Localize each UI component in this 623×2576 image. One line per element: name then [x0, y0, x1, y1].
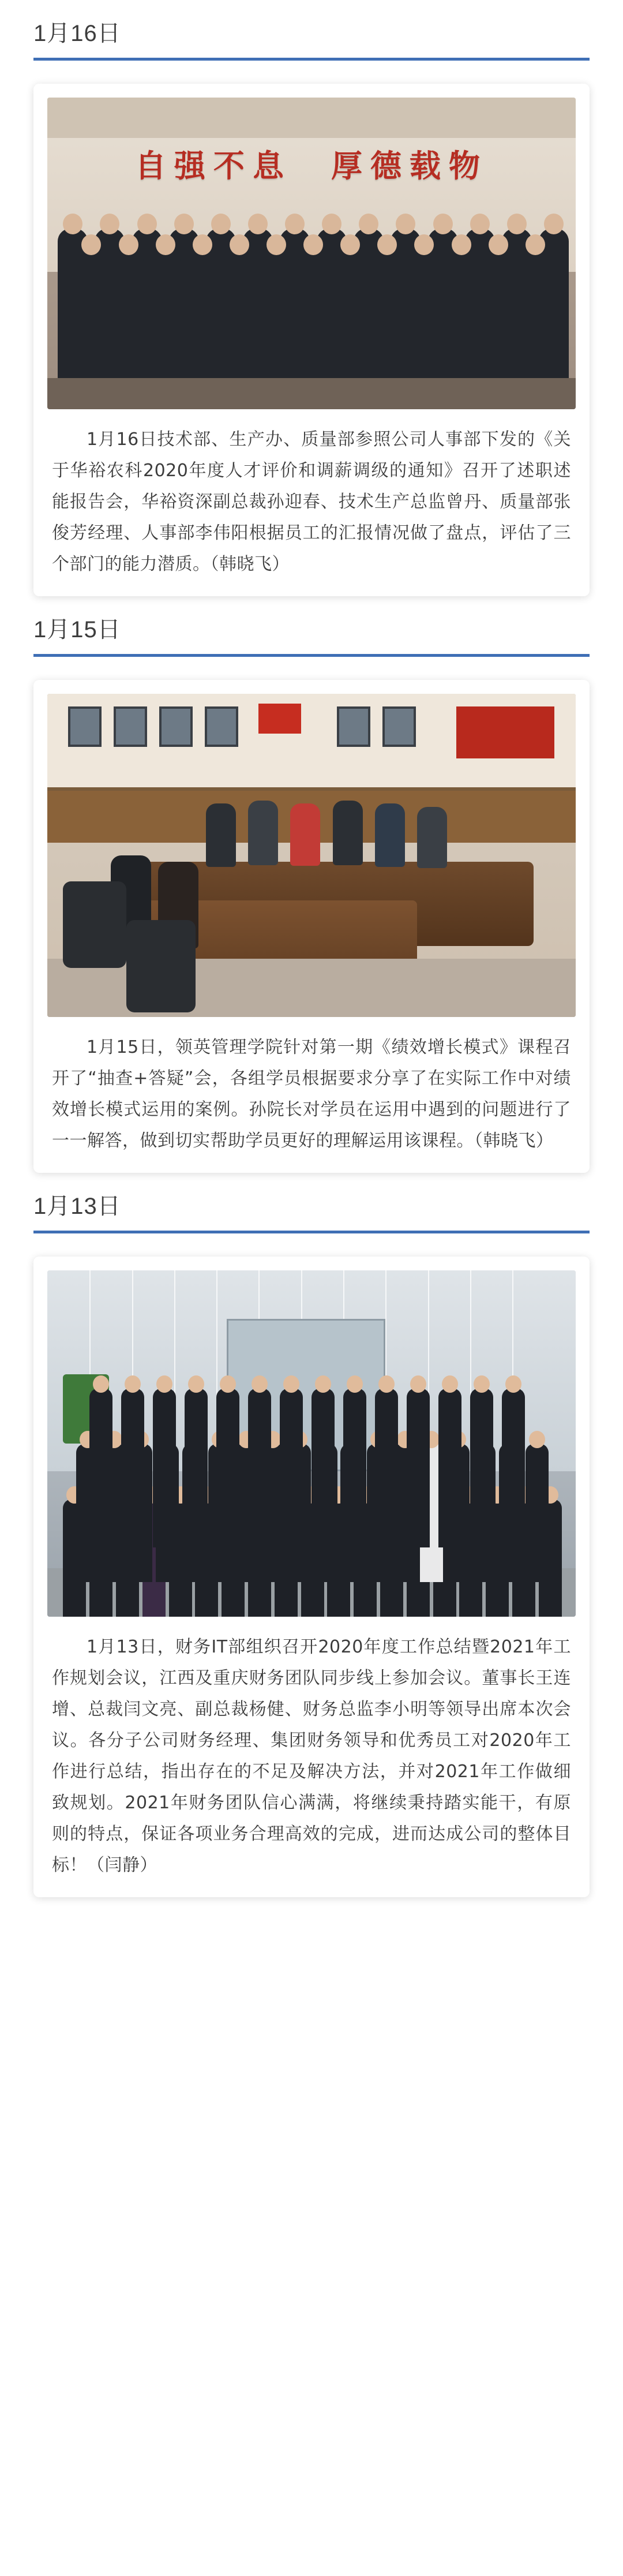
entry-photo [47, 694, 576, 1017]
photo-banner-text: 自强不息 厚德载物 [135, 147, 488, 184]
entry-card [33, 84, 590, 596]
photo-people-group [47, 229, 576, 378]
entry-photo [47, 1270, 576, 1617]
date-header [0, 596, 623, 657]
photo-chair [63, 881, 126, 968]
photo-red-banner [456, 706, 554, 758]
entry-card [33, 1257, 590, 1897]
log-entry [0, 1173, 623, 1897]
photo-floor [47, 378, 576, 409]
date-header [0, 1173, 623, 1233]
log-entry [0, 596, 623, 1173]
photo-chair [126, 920, 196, 1012]
entry-body-text: 1月15日，领英管理学院针对第一期《绩效增长模式》课程召开了“抽查+答疑”会，各组学员根据要求分享了在实际工作中对绩效增长模式运用的案例。孙院长对学员在运用中遇到的问题进行了一一解答，做到切实帮助学员更好的理解运用该课程。（韩晓飞） [52, 1037, 571, 1151]
photo-flag [258, 704, 301, 734]
photo-wall-band [47, 98, 576, 138]
date-header [0, 0, 623, 61]
date-underline [33, 1231, 590, 1233]
date-title: 1月15日 [33, 617, 121, 642]
log-entry [0, 0, 623, 596]
date-title: 1月13日 [33, 1194, 121, 1219]
date-underline [33, 654, 590, 657]
entry-body-text: 1月16日技术部、生产办、质量部参照公司人事部下发的《关于华裕农科2020年度人才评价和调薪调级的通知》召开了述职述能报告会，华裕资深副总裁孙迎春、技术生产总监曾丹、质量部张俊芳经理、人事部李伟阳根据员工的汇报情况做了盘点，评估了三个部门的能力潜质。（韩晓飞） [52, 429, 571, 574]
date-underline [33, 58, 590, 61]
entry-photo [47, 98, 576, 409]
entry-card [33, 680, 590, 1173]
date-title: 1月16日 [33, 21, 121, 46]
entry-body-text: 1月13日，财务IT部组织召开2020年度工作总结暨2021年工作规划会议，江西及重庆财务团队同步线上参加会议。董事长王连增、总裁闫文亮、副总裁杨健、财务总监李小明等领导出席本次会议。各分子公司财务经理、集团财务领导和优秀员工对2020年工作进行总结，指出存在的不足及解决方法，并对2021年工作做细致规划。2021年财务团队信心满满，将继续秉持踏实能干，有原则的特点，保证各项业务合理高效的完成，进而达成公司的整体目标！（闫静） [52, 1637, 571, 1875]
